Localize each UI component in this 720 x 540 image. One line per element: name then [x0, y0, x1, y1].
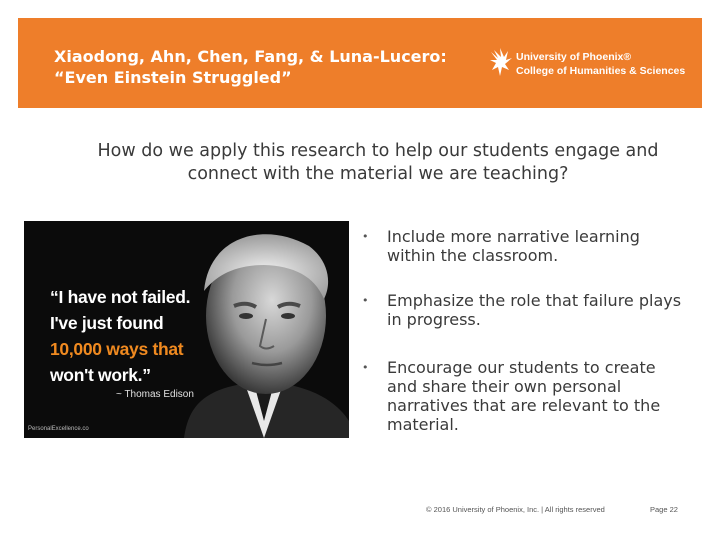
bullet-text: Encourage our students to create and share their own personal narratives that are relevant to the material.: [387, 358, 661, 434]
logo-college-name: College of Humanities & Sciences: [516, 65, 686, 77]
image-credit: PersonalExcellence.co: [28, 426, 89, 432]
logo-university-name: University of Phoenix®: [516, 51, 632, 63]
bullet-dot-icon: •: [362, 294, 369, 307]
page-number: Page 22: [650, 505, 678, 514]
quote-attribution: ~ Thomas Edison: [116, 389, 194, 400]
quote-line: “I have not failed.: [50, 287, 191, 307]
quote-line: won't work.”: [50, 365, 151, 385]
university-logo: [488, 46, 698, 84]
quote-line-highlight: 10,000 ways that: [50, 339, 184, 359]
slide-header: [18, 18, 702, 108]
phoenix-bird-icon: [488, 46, 514, 80]
bullet-text: Emphasize the role that failure plays in progress.: [387, 291, 682, 329]
bullet-text: Include more narrative learning within the classroom.: [387, 227, 640, 265]
bullet-dot-icon: •: [362, 361, 369, 374]
quote-line: I've just found: [50, 313, 164, 333]
bullet-dot-icon: •: [362, 230, 369, 243]
slide-title: Xiaodong, Ahn, Chen, Fang, & Luna-Lucero: “Even Einstein Struggled”: [54, 47, 447, 87]
footer-copyright: © 2016 University of Phoenix, Inc. | All rights reserved: [426, 505, 605, 514]
research-question: How do we apply this research to help our students engage and connect with the material we are teaching?: [97, 141, 659, 184]
edison-quote-image: [24, 221, 349, 438]
